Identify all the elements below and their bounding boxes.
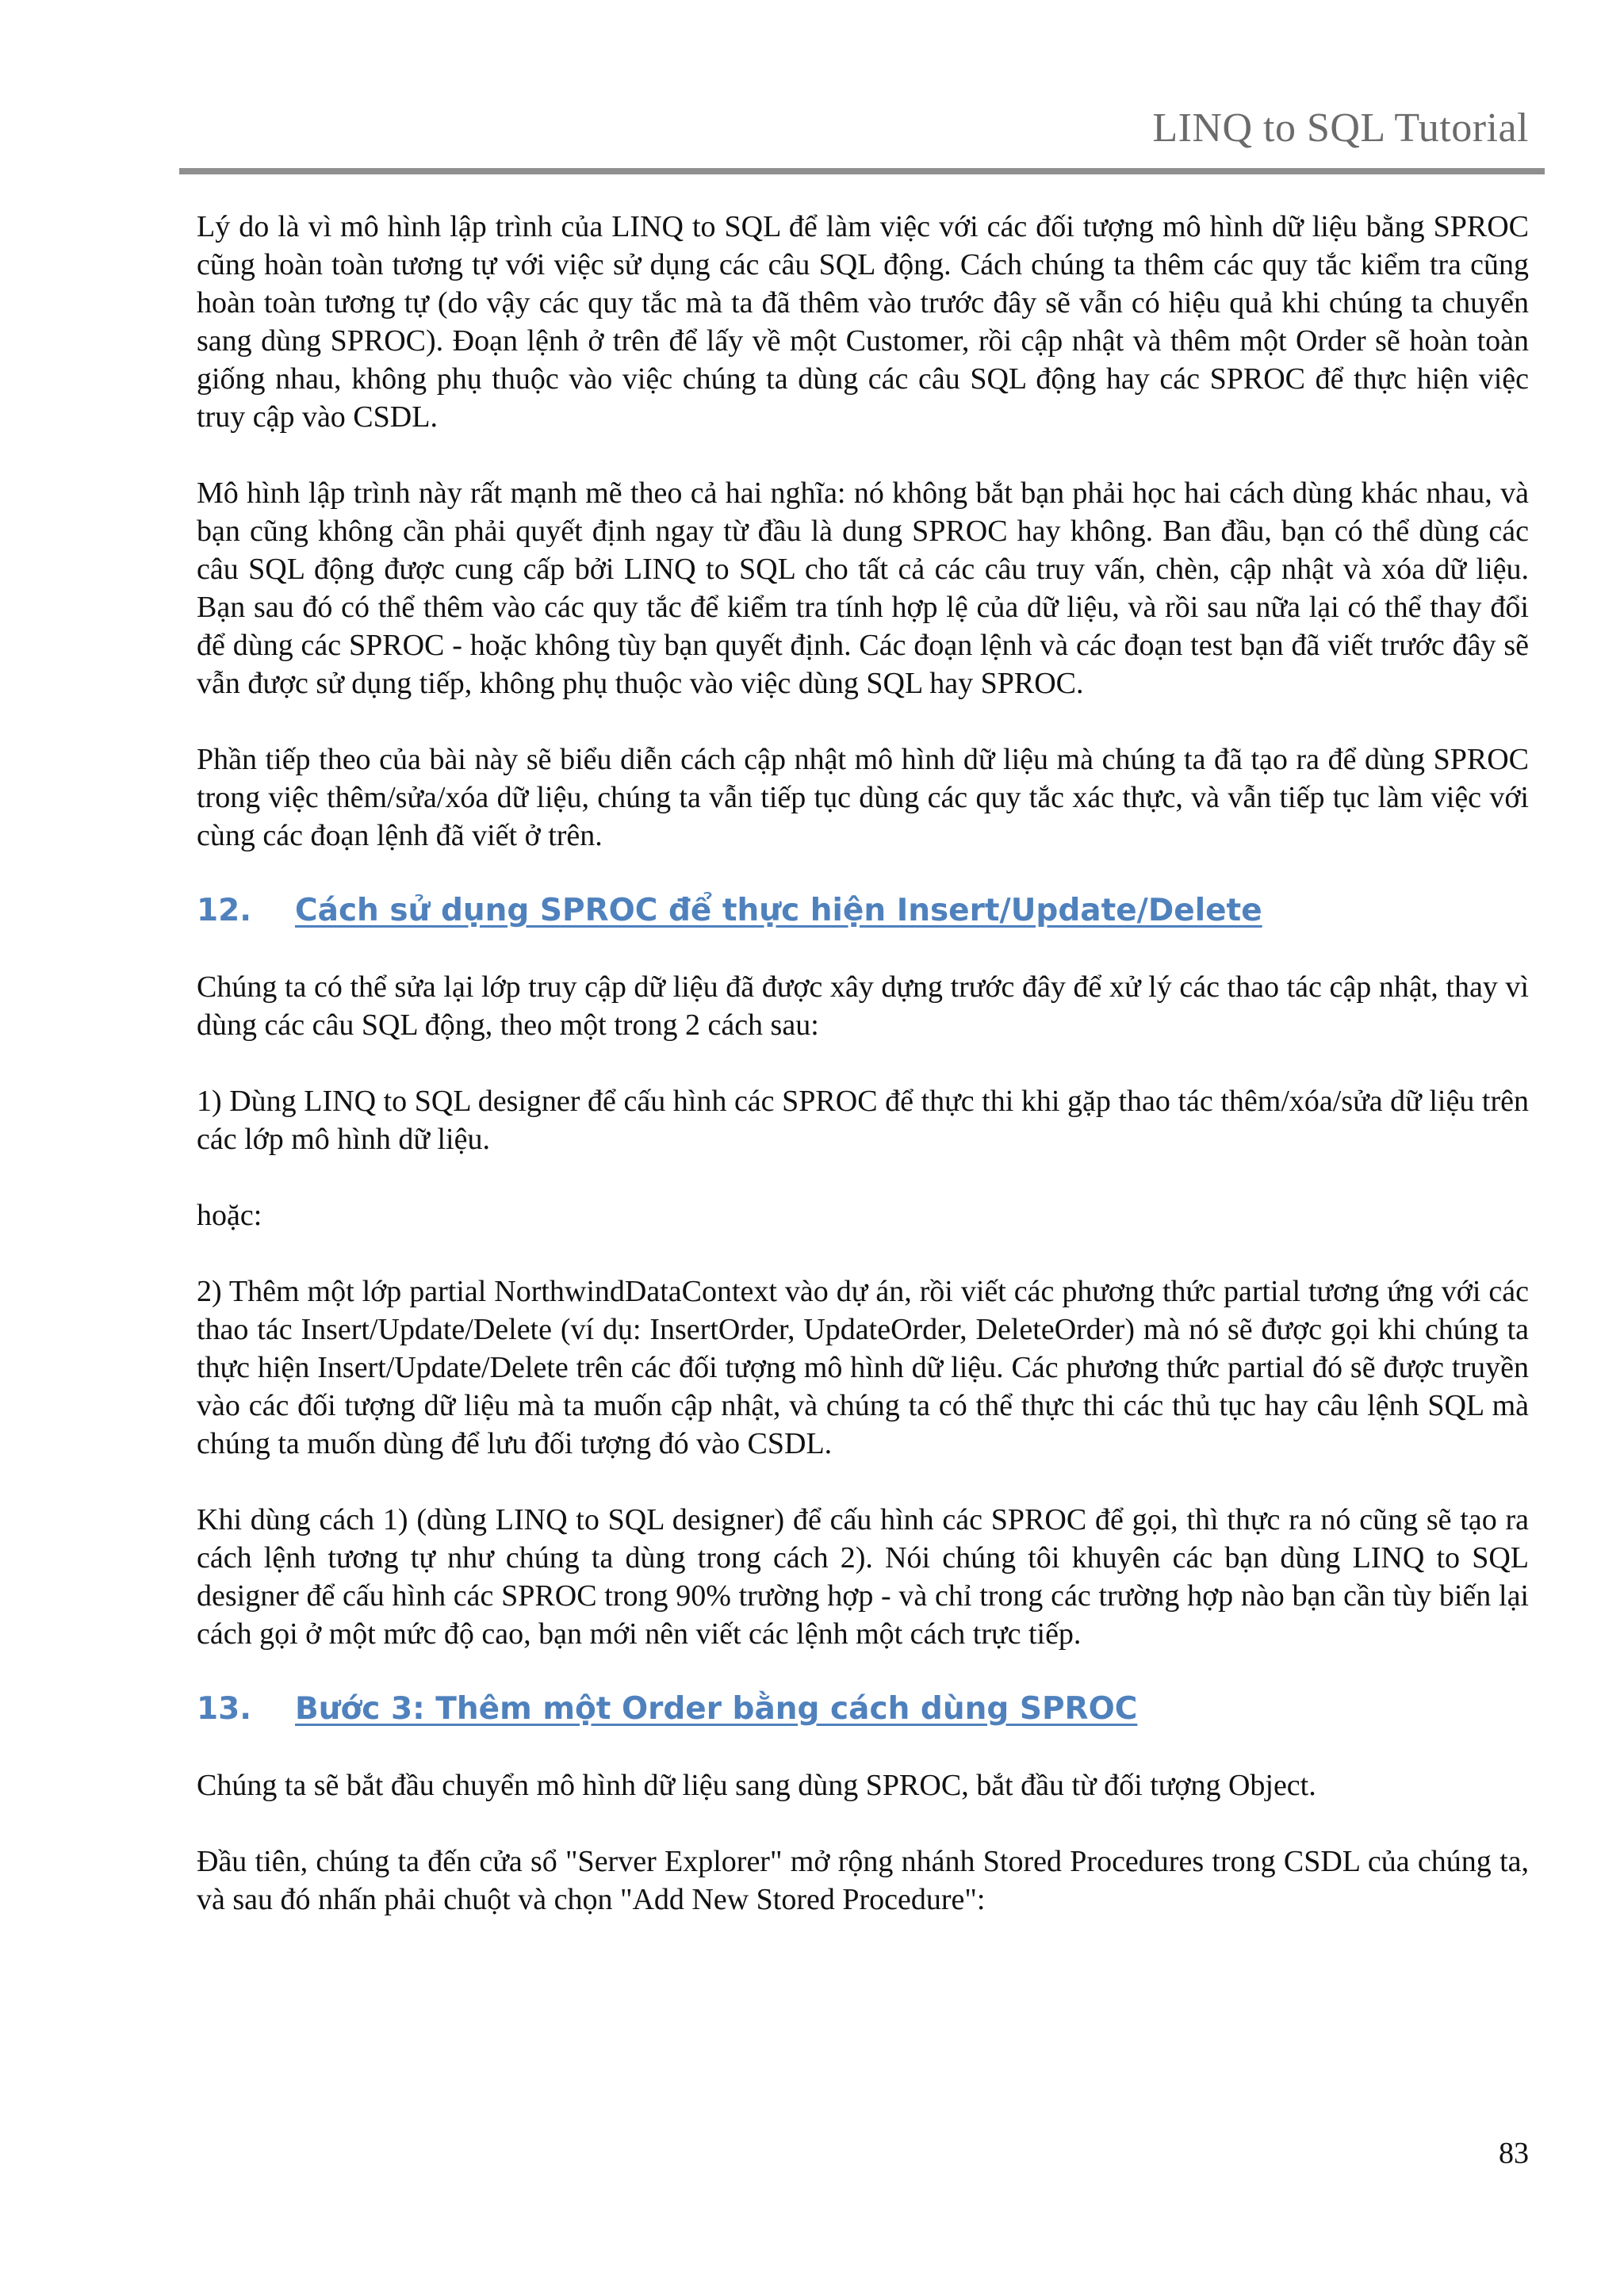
paragraph: Khi dùng cách 1) (dùng LINQ to SQL designer) để cấu hình các SPROC để gọi, thì thực ra nó cũng sẽ tạo ra cách lệnh tương tự như chúng ta dùng trong cách 2). Nói chúng tôi khuyên các bạn dùng LINQ to SQL designer để cấu hình các SPROC trong 90% trường hợp - và chỉ trong các trường hợp nào bạn cần tùy biến lại cách gọi ở một mức độ cao, bạn mới nên viết các lệnh một cách trực tiếp. — [197, 1503, 1529, 1651]
section-number: 12. — [197, 893, 252, 928]
page-body — [197, 208, 1529, 1957]
paragraph: Chúng ta sẽ bắt đầu chuyển mô hình dữ liệu sang dùng SPROC, bắt đầu từ đối tượng Object. — [197, 1769, 1316, 1802]
page-number: 83 — [1499, 2137, 1529, 2170]
paragraph: Chúng ta có thể sửa lại lớp truy cập dữ liệu đã được xây dựng trước đây để xử lý các thao tác cập nhật, thay vì dùng các câu SQL động, theo một trong 2 cách sau: — [197, 970, 1529, 1042]
list-item-option-2: 2) Thêm một lớp partial NorthwindDataContext vào dự án, rồi viết các phương thức partial tương ứng với các thao tác Insert/Update/Delete (ví dụ: InsertOrder, UpdateOrder, DeleteOrder) mà nó sẽ được gọi khi chúng ta thực hiện Insert/Update/Delete trên các đối tượng mô hình dữ liệu. Các phương thức partial đó sẽ được truyền vào các đối tượng dữ liệu mà ta muốn cập nhật, và chúng ta có thể thực thi các thủ tục hay câu lệnh SQL mà chúng ta muốn dùng để lưu đối tượng đó vào CSDL. — [197, 1275, 1529, 1460]
paragraph: Mô hình lập trình này rất mạnh mẽ theo cả hai nghĩa: nó không bắt bạn phải học hai cách dùng khác nhau, và bạn cũng không cần phải quyết định ngay từ đầu là dung SPROC hay không. Ban đầu, bạn có thể dùng các câu SQL động được cung cấp bởi LINQ to SQL cho tất cả các câu truy vấn, chèn, cập nhật và xóa dữ liệu. Bạn sau đó có thể thêm vào các quy tắc để kiểm tra tính hợp lệ của dữ liệu, và rồi sau nữa lại có thể thay đổi để dùng các SPROC - hoặc không tùy bạn quyết định. Các đoạn lệnh và các đoạn test bạn đã viết trước đây sẽ vẫn được sử dụng tiếp, không phụ thuộc vào việc dùng SQL hay SPROC. — [197, 476, 1529, 700]
paragraph: Phần tiếp theo của bài này sẽ biểu diễn cách cập nhật mô hình dữ liệu mà chúng ta đã tạo ra để dùng SPROC trong việc thêm/sửa/xóa dữ liệu, chúng ta vẫn tiếp tục dùng các quy tắc xác thực, và vẫn tiếp tục làm việc với cùng các đoạn lệnh đã viết ở trên. — [197, 743, 1529, 852]
section-heading-12 — [197, 893, 1529, 928]
list-item-option-1: 1) Dùng LINQ to SQL designer để cấu hình các SPROC để thực thi khi gặp thao tác thêm/xóa/sửa dữ liệu trên các lớp mô hình dữ liệu. — [197, 1085, 1529, 1156]
running-header-title: LINQ to SQL Tutorial — [1152, 105, 1529, 151]
paragraph-or: hoặc: — [197, 1199, 262, 1232]
section-number: 13. — [197, 1691, 252, 1727]
header-divider — [179, 168, 1545, 174]
paragraph: Lý do là vì mô hình lập trình của LINQ to SQL để làm việc với các đối tượng mô hình dữ liệu bằng SPROC cũng hoàn toàn tương tự với việc sử dụng các câu SQL động. Cách chúng ta thêm các quy tắc kiểm tra cũng hoàn toàn tương tự (do vậy các quy tắc mà ta đã thêm vào trước đây sẽ vẫn có hiệu quả khi chúng ta chuyển sang dùng SPROC). Đoạn lệnh ở trên để lấy về một Customer, rồi cập nhật và thêm một Order sẽ hoàn toàn giống nhau, không phụ thuộc vào việc chúng ta dùng các câu SQL động hay các SPROC để thực hiện việc truy cập vào CSDL. — [197, 210, 1529, 434]
section-title-link[interactable]: Cách sử dụng SPROC để thực hiện Insert/Update/Delete — [295, 893, 1262, 928]
section-title-link[interactable]: Bước 3: Thêm một Order bằng cách dùng SPROC — [295, 1691, 1138, 1727]
paragraph: Đầu tiên, chúng ta đến cửa sổ "Server Explorer" mở rộng nhánh Stored Procedures trong CSDL của chúng ta, và sau đó nhấn phải chuột và chọn "Add New Stored Procedure": — [197, 1845, 1529, 1916]
section-heading-13 — [197, 1691, 1529, 1727]
